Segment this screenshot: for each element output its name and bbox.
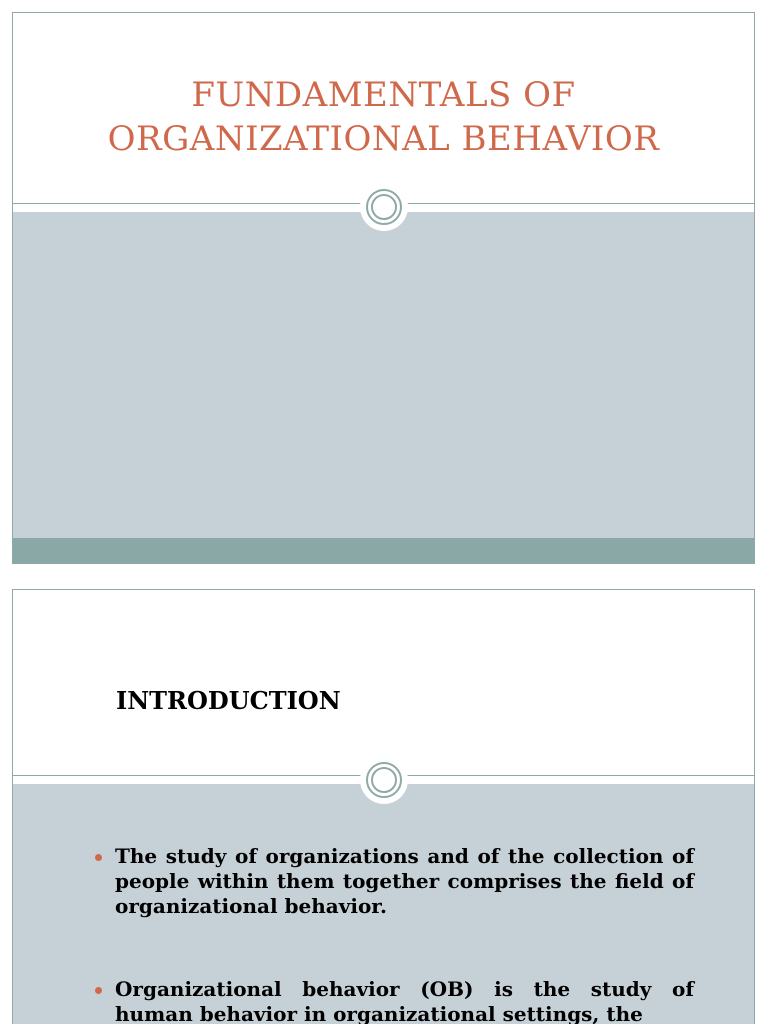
slide-title-line-2: ORGANIZATIONAL BEHAVIOR: [107, 119, 660, 159]
bullet-item: [93, 844, 694, 919]
bullet-dot-icon: [95, 854, 102, 861]
bullet-item: [93, 977, 694, 1024]
circle-ornament-icon: [360, 756, 408, 804]
slide-title-line-1: FUNDAMENTALS OF: [191, 75, 576, 115]
slide-body-area: [13, 784, 754, 1024]
ornament-inner-ring: [371, 194, 397, 220]
bullet-text: The study of organizations and of the collection of people within them together comprises the field of organizational behavior.: [115, 844, 694, 918]
bullet-dot-icon: [95, 987, 102, 994]
slide-body-area: [13, 212, 754, 538]
slide-title: [13, 73, 754, 161]
introduction-slide: [12, 589, 755, 1024]
section-heading: INTRODUCTION: [116, 686, 341, 715]
slide-footer-band: [13, 538, 754, 564]
slide-title-area: [13, 590, 754, 780]
bullet-text: Organizational behavior (OB) is the study of human behavior in organizational settings, the: [115, 977, 694, 1024]
title-slide: [12, 12, 755, 564]
ornament-inner-ring: [371, 767, 397, 793]
slide-title-area: [13, 13, 754, 209]
circle-ornament-icon: [360, 183, 408, 231]
